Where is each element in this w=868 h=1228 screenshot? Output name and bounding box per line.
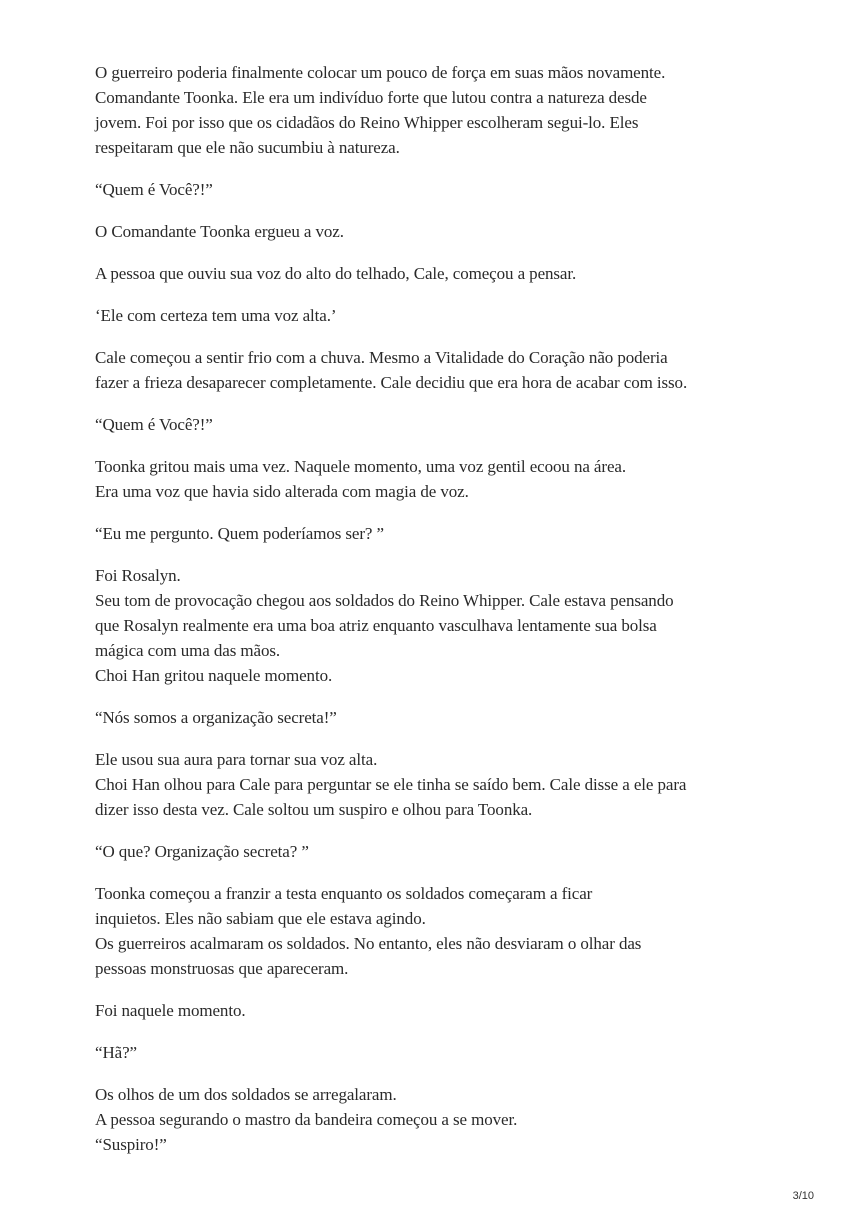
paragraph — [95, 998, 785, 1023]
text-line: Cale começou a sentir frio com a chuva. Mesmo a Vitalidade do Coração não poderia — [95, 348, 668, 367]
paragraph — [95, 177, 785, 202]
text-line: Comandante Toonka. Ele era um indivíduo forte que lutou contra a natureza desde — [95, 88, 647, 107]
text-line: mágica com uma das mãos. — [95, 641, 281, 660]
text-line: O Comandante Toonka ergueu a voz. — [95, 222, 344, 241]
text-line: Foi naquele momento. — [95, 1001, 246, 1020]
paragraph — [95, 563, 785, 688]
paragraph — [95, 521, 785, 546]
paragraph — [95, 1082, 785, 1157]
paragraph — [95, 839, 785, 864]
paragraph — [95, 747, 785, 822]
text-line: que Rosalyn realmente era uma boa atriz enquanto vasculhava lentamente sua bolsa — [95, 616, 657, 635]
text-line: pessoas monstruosas que apareceram. — [95, 959, 349, 978]
paragraph — [95, 219, 785, 244]
text-line: respeitaram que ele não sucumbiu à natureza. — [95, 138, 400, 157]
text-line: Foi Rosalyn. — [95, 566, 181, 585]
text-line: A pessoa que ouviu sua voz do alto do telhado, Cale, começou a pensar. — [95, 264, 577, 283]
page-number: 3/10 — [792, 1190, 814, 1202]
paragraph — [95, 412, 785, 437]
text-line: “Quem é Você?!” — [95, 415, 213, 434]
text-line: Seu tom de provocação chegou aos soldados do Reino Whipper. Cale estava pensando — [95, 591, 674, 610]
text-line: Choi Han gritou naquele momento. — [95, 666, 333, 685]
text-line: dizer isso desta vez. Cale soltou um suspiro e olhou para Toonka. — [95, 800, 533, 819]
text-line: “Hã?” — [95, 1043, 137, 1062]
text-line: Toonka gritou mais uma vez. Naquele momento, uma voz gentil ecoou na área. — [95, 457, 626, 476]
text-line: O guerreiro poderia finalmente colocar um pouco de força em suas mãos novamente. — [95, 63, 666, 82]
text-line: inquietos. Eles não sabiam que ele estava agindo. — [95, 909, 426, 928]
text-line: Ele usou sua aura para tornar sua voz alta. — [95, 750, 378, 769]
text-line: “Quem é Você?!” — [95, 180, 213, 199]
text-line: Os guerreiros acalmaram os soldados. No entanto, eles não desviaram o olhar das — [95, 934, 642, 953]
text-line: Toonka começou a franzir a testa enquanto os soldados começaram a ficar — [95, 884, 593, 903]
paragraph — [95, 454, 785, 504]
text-line: “Suspiro!” — [95, 1135, 167, 1154]
paragraph — [95, 60, 785, 160]
text-line: ‘Ele com certeza tem uma voz alta.’ — [95, 306, 337, 325]
text-line: Era uma voz que havia sido alterada com magia de voz. — [95, 482, 469, 501]
paragraph — [95, 261, 785, 286]
text-line: fazer a frieza desaparecer completamente. Cale decidiu que era hora de acabar com isso. — [95, 373, 688, 392]
paragraph — [95, 303, 785, 328]
paragraph — [95, 881, 785, 981]
text-line: “Nós somos a organização secreta!” — [95, 708, 337, 727]
text-line: Choi Han olhou para Cale para perguntar se ele tinha se saído bem. Cale disse a ele para — [95, 775, 687, 794]
text-line: jovem. Foi por isso que os cidadãos do Reino Whipper escolheram segui-lo. Eles — [95, 113, 639, 132]
paragraph — [95, 1040, 785, 1065]
paragraph — [95, 345, 785, 395]
document-body — [95, 60, 785, 1174]
text-line: “O que? Organização secreta? ” — [95, 842, 309, 861]
paragraph — [95, 705, 785, 730]
text-line: Os olhos de um dos soldados se arregalaram. — [95, 1085, 397, 1104]
text-line: “Eu me pergunto. Quem poderíamos ser? ” — [95, 524, 384, 543]
text-line: A pessoa segurando o mastro da bandeira começou a se mover. — [95, 1110, 518, 1129]
